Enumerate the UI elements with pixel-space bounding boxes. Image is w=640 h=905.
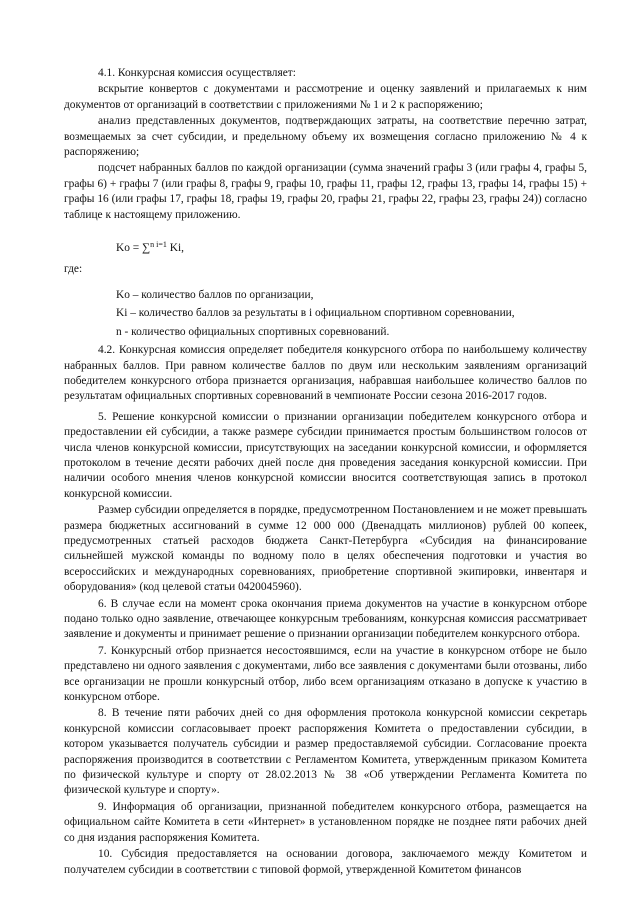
section-7: 7. Конкурсный отбор признается несостоявшимся, если на участие в конкурсном отборе не было представлено ни одного заявления с документами, либо все заявления с документами были отозваны, либо все организации не прошли конкурсный отбор, либо всем организациям отказано в допуске к участию в конкурсном отборе. bbox=[64, 644, 587, 704]
section-4-2: 4.2. Конкурсная комиссия определяет победителя конкурсного отбора по наибольшему количеству набранных баллов. При равном количестве баллов по двум или нескольким заявлениям организаций победителем конкурсного отбора признается организация, набравшая наибольшее количество баллов по результатам официальных спортивных соревнований в чемпионате России сезона 2016-2017 годов. bbox=[64, 344, 587, 403]
section-9: 9. Информация об организации, признанной победителем конкурсного отбора, размещается на официальном сайте Комитета в сети «Интернет» в установленном порядке не позднее пяти рабочих дней со дня издания распоряжения Комитета. bbox=[64, 800, 587, 844]
section-4-1-item-opening: вскрытие конвертов с документами и рассмотрение и оценку заявлений и прилагаемых к ним документов от организаций в соответствии с приложениями № 1 и 2 к распоряжению; bbox=[64, 83, 587, 111]
definition-ki: Ki – количество баллов за результаты в i официальном спортивном соревновании, bbox=[116, 307, 515, 320]
section-10: 10. Субсидия предоставляется на основании договора, заключаемого между Комитетом и получателем субсидии в соответствии с типовой формой, утвержденной Комитетом финансов bbox=[64, 848, 587, 876]
section-4-1-item-analysis: анализ представленных документов, подтверждающих затраты, на соответствие перечню затрат, возмещаемых за счет субсидии, и предельному объему их возмещения согласно приложению № 4 к распоряжению; bbox=[64, 115, 587, 159]
formula-left: Ko = ∑ bbox=[116, 242, 151, 255]
definition-ko: Ko – количество баллов по организации, bbox=[116, 288, 314, 301]
section-5: 5. Решение конкурсной комиссии о признании организации победителем конкурсного отбора и предоставлении ей субсидии, а также размере субсидии принимается простым большинством голосов от числа членов конкурсной комиссии, присутствующих на заседании конкурсной комиссии, и оформляется протоколом в течение десяти рабочих дней после дня проведения заседания конкурсной комиссии. При наличии особого мнения членов конкурсной комиссии вносится соответствующая запись в протокол конкурсной комиссии. bbox=[64, 410, 587, 500]
definition-n: n - количество официальных спортивных соревнований. bbox=[116, 325, 390, 338]
section-5-subsidy-size: Размер субсидии определяется в порядке, предусмотренном Постановлением и не может превышать размера бюджетных ассигнований в сумме 12 000 000 (Двенадцать миллионов) рублей 00 копеек, предусмотренных статьей расходов бюджета Санкт-Петербурга «Субсидия на финансирование сильнейшей мужской команды по водному поло в целях обеспечения подготовки и участия во всероссийских и международных соревнованиях, приобретение спортивной экипировки, инвентаря и оборудования» (код целевой статьи 0420045960). bbox=[64, 504, 587, 594]
section-6: 6. В случае если на момент срока окончания приема документов на участие в конкурсном отборе подано только одно заявление, отвечающее конкурсным требованиям, конкурсная комиссия рассматривает заявление и документы и принимает решение о признании организации победителем конкурсного отбора. bbox=[64, 597, 587, 641]
score-formula bbox=[116, 237, 587, 256]
section-4-1-title: 4.1. Конкурсная комиссия осуществляет: bbox=[98, 67, 296, 79]
where-label: где: bbox=[64, 263, 83, 276]
formula-right: Ki, bbox=[166, 242, 184, 255]
section-8: 8. В течение пяти рабочих дней со дня оформления протокола конкурсной комиссии секретарь конкурсной комиссии согласовывает проект распоряжения Комитета о предоставлении субсидии, в котором указывается получатель субсидии и размер предоставляемой субсидии. Согласование проекта распоряжения производится в соответствии с Регламентом Комитета, утвержденным приказом Комитета по физической культуре и спорту от 28.02.2013 № 38 «Об утверждении Регламента Комитета по физической культуре и спорту». bbox=[64, 707, 587, 797]
section-4-1-item-scoring: подсчет набранных баллов по каждой организации (сумма значений графы 3 (или графы 4, графы 5, графы 6) + графы 7 (или графы 8, графы 9, графы 10, графы 11, графы 12, графы 13, графы 14, графы 15) + графы 16 (или графы 17, графы 18, графы 19, графы 20, графы 21, графы 22, графы 23, графы 24)) согласно таблице к настоящему приложению. bbox=[64, 162, 587, 221]
formula-limits: n i=1 bbox=[150, 240, 167, 250]
